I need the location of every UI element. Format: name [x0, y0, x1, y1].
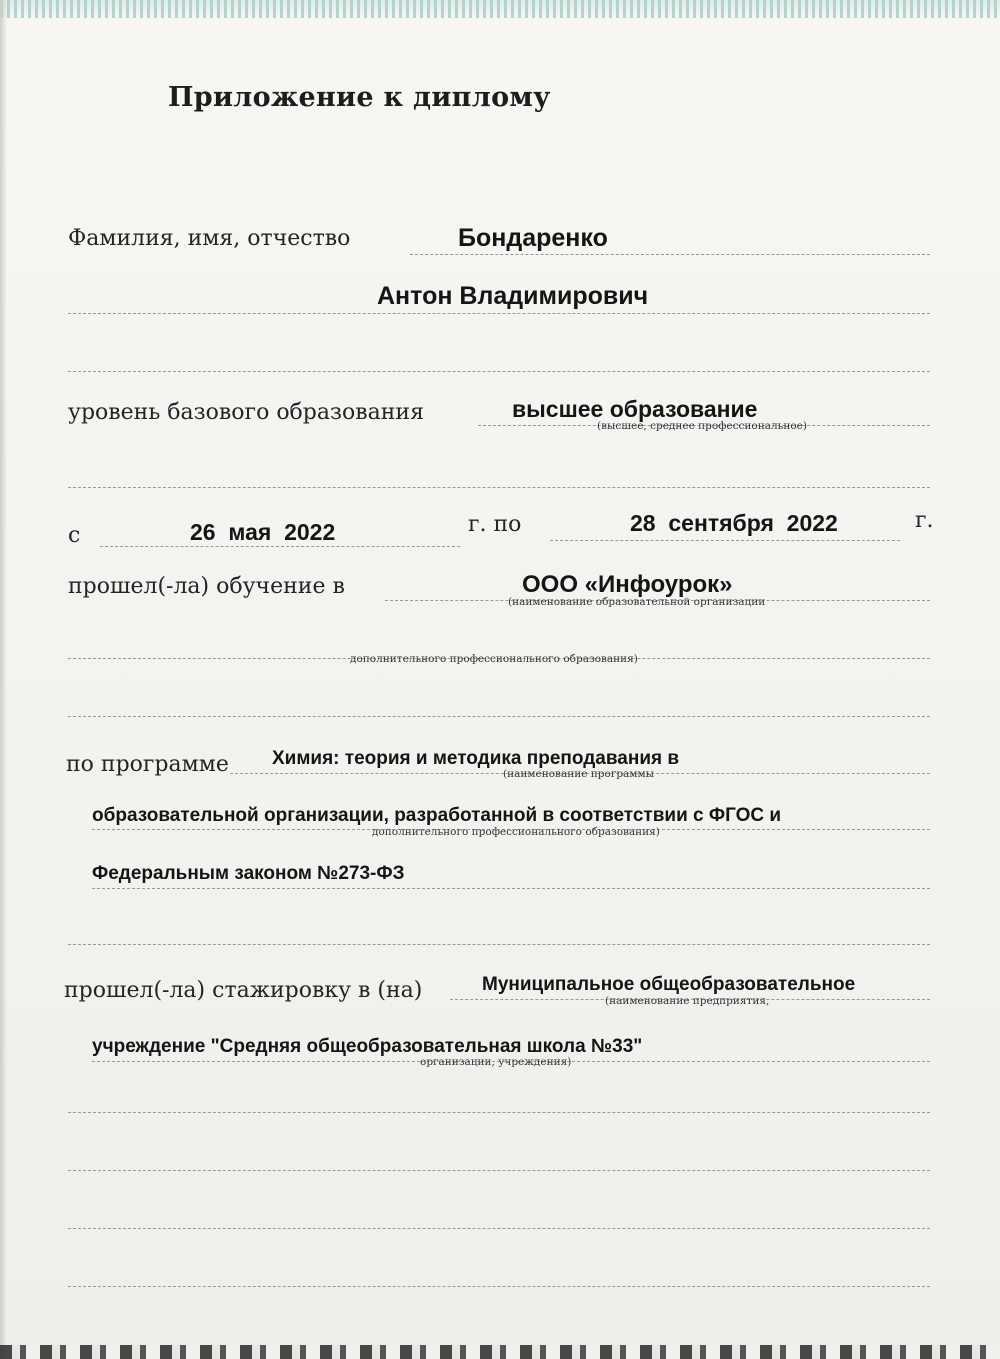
internship-label: прошел(-ла) стажировку в (на) — [64, 978, 423, 1003]
training-label: прошел(-ла) обучение в — [68, 574, 345, 599]
fio-last-name: Бондаренко — [458, 224, 608, 252]
blank-line-2 — [68, 1170, 930, 1171]
period-start-line — [100, 546, 460, 547]
period-end-date: 28 сентября 2022 — [630, 510, 838, 536]
program-line-3: Федеральным законом №273-ФЗ — [92, 863, 405, 884]
base-education-line-2 — [68, 487, 930, 488]
internship-line-1: Муниципальное общеобразовательное — [482, 974, 856, 995]
fio-line-1 — [410, 254, 930, 255]
training-caption-2: дополнительного профессионального образования) — [350, 653, 638, 665]
period-end-line — [550, 540, 900, 541]
bottom-edge-pattern — [0, 1345, 1000, 1359]
period-start-date: 26 мая 2022 — [190, 519, 336, 545]
blank-line-3 — [68, 1228, 930, 1229]
page-edge-shadow — [0, 0, 7, 1359]
training-caption-1: (наименование образовательной организации — [508, 596, 766, 608]
base-education-caption: (высшее, среднее профессиональное) — [597, 420, 807, 432]
base-education-label: уровень базового образования — [68, 400, 424, 425]
program-label: по программе — [66, 752, 229, 777]
internship-caption-1: (наименование предприятия, — [605, 995, 770, 1007]
fio-line-3 — [68, 371, 930, 372]
program-rule-3 — [92, 888, 930, 889]
top-ornament-border — [0, 0, 1000, 18]
period-suffix: г. — [915, 508, 934, 533]
training-organization: ООО «Инфоурок» — [522, 571, 733, 598]
fio-label: Фамилия, имя, отчество — [68, 226, 351, 251]
program-caption-2: дополнительного профессионального образования) — [372, 826, 660, 838]
training-line-3 — [68, 716, 930, 717]
blank-line-4 — [68, 1286, 930, 1287]
period-prefix: с — [68, 523, 81, 548]
program-line-1: Химия: теория и методика преподавания в — [272, 748, 680, 769]
fio-line-2 — [68, 313, 930, 314]
program-caption-1: (наименование программы — [503, 768, 654, 780]
base-education-value: высшее образование — [512, 396, 758, 422]
internship-caption-2: организации, учреждения) — [420, 1056, 572, 1068]
blank-line-1 — [68, 1112, 930, 1113]
internship-line-2: учреждение "Средняя общеобразовательная школа №33" — [92, 1036, 643, 1057]
fio-first-middle: Антон Владимирович — [377, 282, 649, 310]
page-title: Приложение к диплому — [168, 82, 551, 113]
program-line-2: образовательной организации, разработанной в соответствии с ФГОС и — [92, 805, 782, 826]
period-mid: г. по — [468, 512, 522, 537]
program-rule-4 — [68, 944, 930, 945]
